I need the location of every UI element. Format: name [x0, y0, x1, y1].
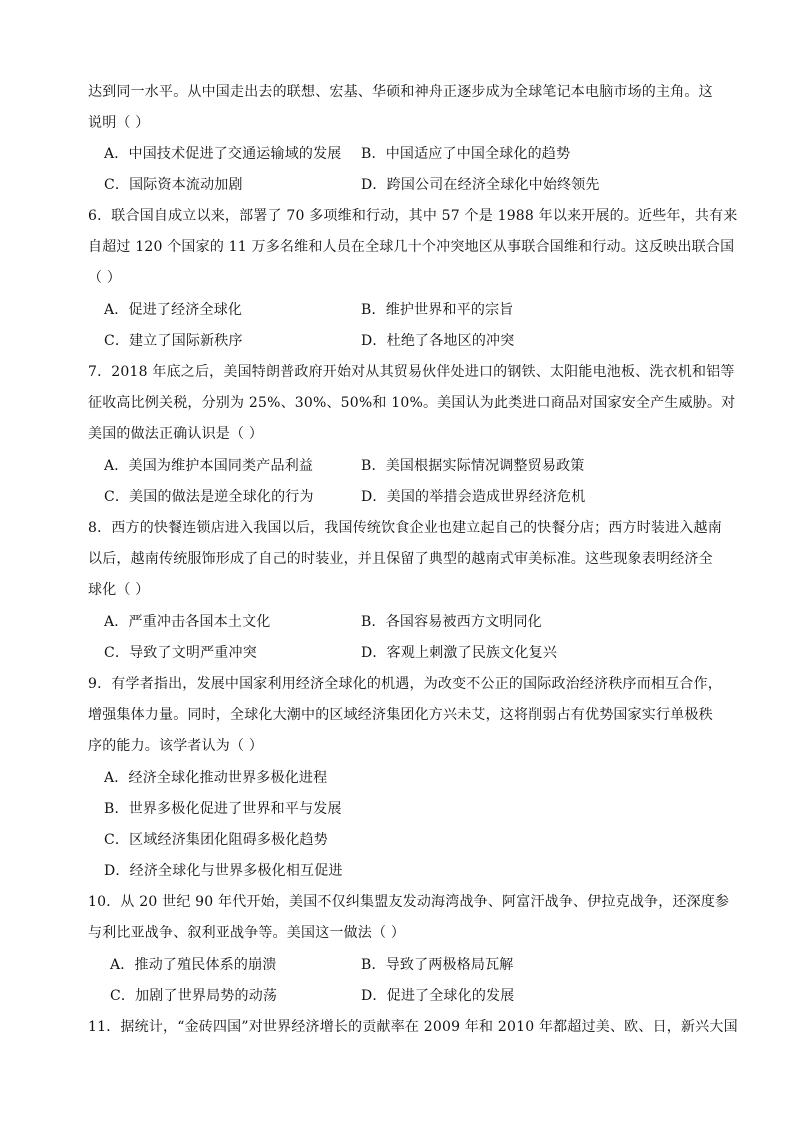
option-d[interactable]: D．杜绝了各地区的冲突 — [361, 333, 515, 349]
question-9-stem: 9．有学者指出，发展中国家利用经济全球化的机遇，为改变不公正的国际政治经济秩序而相互合作， — [88, 676, 722, 692]
question-6-stem: 6．联合国自成立以来，部署了 70 多项维和行动，其中 57 个是 1988 年以来开展的。近些年，共有来 — [88, 208, 738, 224]
question-8-stem: 以后，越南传统服饰形成了自己的时装业，并且保留了典型的越南式审美标准。这些现象表明经济全 — [88, 551, 713, 567]
question-9-stem: 增强集体力量。同时，全球化大潮中的区域经济集团化方兴未艾，这将削弱占有优势国家实行单极秩 — [88, 707, 713, 723]
option-c[interactable]: C．加剧了世界局势的动荡 — [110, 988, 278, 1004]
option-c[interactable]: C．建立了国际新秩序 — [104, 333, 243, 349]
option-c[interactable]: C．导致了文明严重冲突 — [104, 645, 257, 661]
question-9-stem: 序的能力。该学者认为（ ） — [88, 738, 264, 754]
option-d[interactable]: D．经济全球化与世界多极化相互促进 — [104, 863, 343, 879]
option-b[interactable]: B．维护世界和平的宗旨 — [361, 302, 514, 318]
option-d[interactable]: D．促进了全球化的发展 — [361, 988, 515, 1004]
question-text-line: 说明（ ） — [88, 115, 150, 131]
question-11-stem: 11．据统计，“金砖四国”对世界经济增长的贡献率在 2009 年和 2010 年都超过美、欧、日，新兴大国 — [88, 1019, 738, 1035]
option-c[interactable]: C．区域经济集团化阻碍多极化趋势 — [104, 832, 328, 848]
option-c[interactable]: C．国际资本流动加剧 — [104, 177, 243, 193]
option-d[interactable]: D．客观上刺激了民族文化复兴 — [361, 645, 558, 661]
option-b[interactable]: B．导致了两极格局瓦解 — [361, 957, 514, 973]
question-6-stem: （ ） — [88, 270, 122, 286]
option-a[interactable]: A．中国技术促进了交通运输域的发展 — [104, 146, 342, 162]
option-b[interactable]: B．美国根据实际情况调整贸易政策 — [361, 458, 585, 474]
question-8-stem: 球化（ ） — [88, 582, 150, 598]
option-d[interactable]: D．美国的举措会造成世界经济危机 — [361, 489, 586, 505]
question-8-stem: 8．西方的快餐连锁店进入我国以后，我国传统饮食企业也建立起自己的快餐分店；西方时装进入越南 — [88, 520, 722, 536]
question-7-stem: 美国的做法正确认识是（ ） — [88, 426, 264, 442]
question-6-stem: 自超过 120 个国家的 11 万多名维和人员在全球几十个冲突地区从事联合国维和行动。这反映出联合国 — [88, 239, 735, 255]
option-c[interactable]: C．美国的做法是逆全球化的行为 — [104, 489, 314, 505]
option-a[interactable]: A．推动了殖民体系的崩溃 — [110, 957, 277, 973]
option-a[interactable]: A．促进了经济全球化 — [104, 302, 243, 318]
option-a[interactable]: A．美国为维护本国同类产品利益 — [104, 458, 314, 474]
option-b[interactable]: B．中国适应了中国全球化的趋势 — [361, 146, 571, 162]
option-b[interactable]: B．世界多极化促进了世界和平与发展 — [104, 801, 342, 817]
option-a[interactable]: A．严重冲击各国本土文化 — [104, 614, 271, 630]
question-7-stem: 7．2018 年底之后，美国特朗普政府开始对从其贸易伙伴处进口的钢铁、太阳能电池板、洗衣机和铝等 — [88, 364, 735, 380]
question-text-line: 达到同一水平。从中国走出去的联想、宏基、华硕和神舟正逐步成为全球笔记本电脑市场的主角。这 — [88, 84, 713, 100]
question-10-stem: 10．从 20 世纪 90 年代开始，美国不仅纠集盟友发动海湾战争、阿富汗战争、伊拉克战争，还深度参 — [88, 894, 730, 910]
question-10-stem: 与利比亚战争、叙利亚战争等。美国这一做法（ ） — [88, 925, 406, 941]
option-a[interactable]: A．经济全球化推动世界多极化进程 — [104, 770, 328, 786]
option-d[interactable]: D．跨国公司在经济全球化中始终领先 — [361, 177, 600, 193]
option-b[interactable]: B．各国容易被西方文明同化 — [361, 614, 542, 630]
question-7-stem: 征收高比例关税，分别为 25%、30%、50%和 10%。美国认为此类进口商品对国家安全产生威胁。对 — [88, 395, 736, 411]
